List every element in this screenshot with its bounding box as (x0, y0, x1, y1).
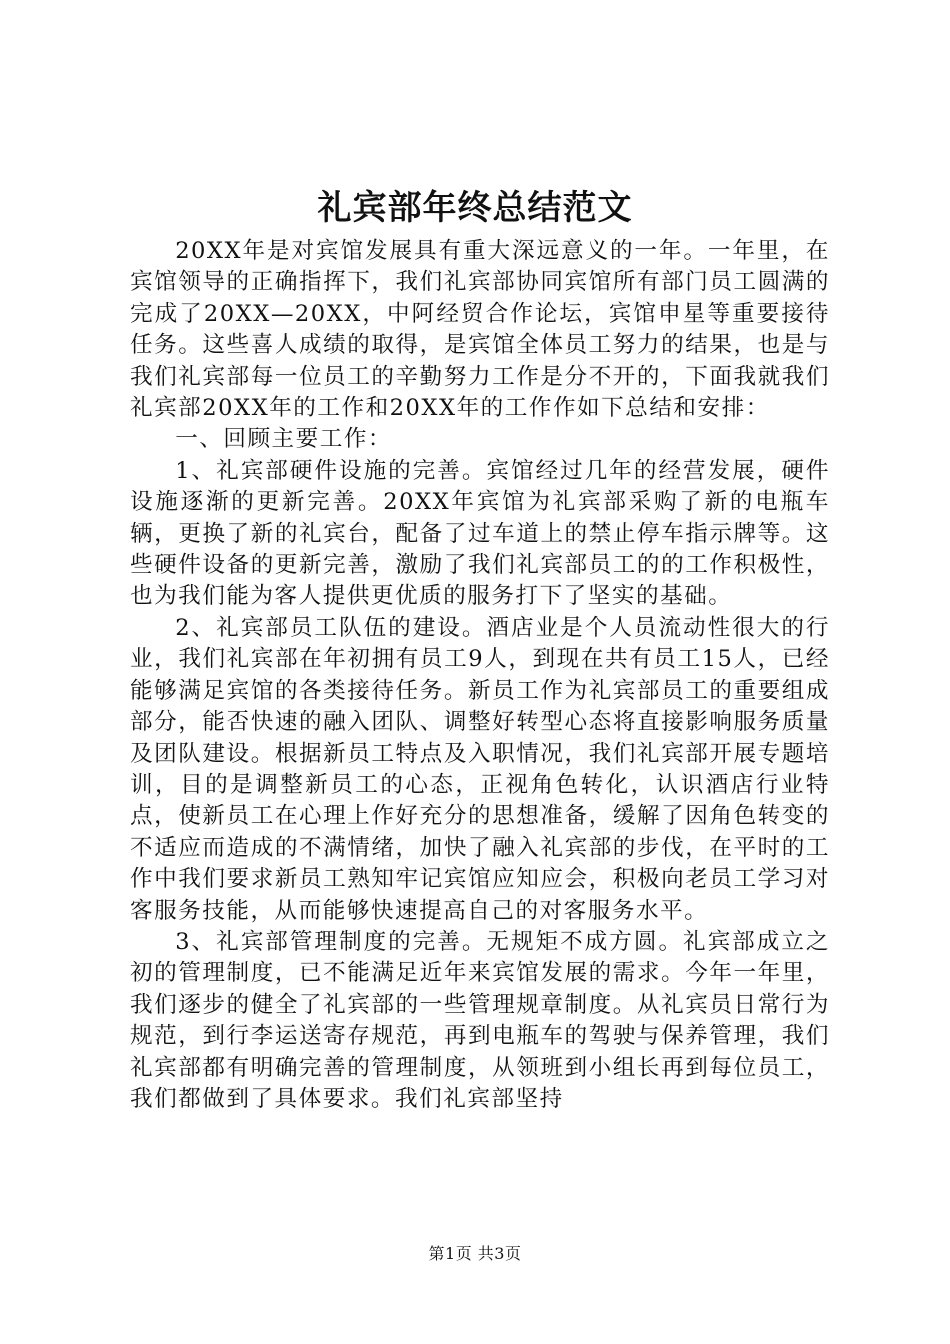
document-body (130, 236, 830, 1115)
paragraph-intro: 20XX年是对宾馆发展具有重大深远意义的一年。一年里，在宾馆领导的正确指挥下，我们礼宾部协同宾馆所有部门员工圆满的完成了20XX—20XX，中阿经贸合作论坛，宾馆申星等重要接待任务。这些喜人成绩的取得，是宾馆全体员工努力的结果，也是与我们礼宾部每一位员工的辛勤努力工作是分不开的，下面我就我们礼宾部20XX年的工作和20XX年的工作作如下总结和安排： (130, 238, 830, 422)
paragraph-hardware: 1、礼宾部硬件设施的完善。宾馆经过几年的经营发展，硬件设施逐渐的更新完善。20XX年宾馆为礼宾部采购了新的电瓶车辆，更换了新的礼宾台，配备了过车道上的禁止停车指示牌等。这些硬件设备的更新完善，激励了我们礼宾部员工的的工作积极性，也为我们能为客人提供更优质的服务打下了坚实的基础。 (130, 457, 830, 610)
page-number-footer: 第1页 共3页 (428, 1244, 522, 1263)
document-title: 礼宾部年终总结范文 (317, 188, 633, 228)
paragraph-staff: 2、礼宾部员工队伍的建设。酒店业是个人员流动性很大的行业，我们礼宾部在年初拥有员工9人，到现在共有员工15人，已经能够满足宾馆的各类接待任务。新员工作为礼宾部员工的重要组成部分，能否快速的融入团队、调整好转型心态将直接影响服务质量及团队建设。根据新员工特点及入职情况，我们礼宾部开展专题培训，目的是调整新员工的心态，正视角色转化，认识酒店行业特点，使新员工在心理上作好充分的思想准备，缓解了因角色转变的不适应而造成的不满情绪，加快了融入礼宾部的步伐，在平时的工作中我们要求新员工熟知牢记宾馆应知应会，积极向老员工学习对客服务技能，从而能够快速提高自己的对客服务水平。 (130, 614, 830, 924)
paragraph-management: 3、礼宾部管理制度的完善。无规矩不成方圆。礼宾部成立之初的管理制度，已不能满足近年来宾馆发展的需求。今年一年里，我们逐步的健全了礼宾部的一些管理规章制度。从礼宾员日常行为规范，到行李运送寄存规范，再到电瓶车的驾驶与保养管理，我们礼宾部都有明确完善的管理制度，从领班到小组长再到每位员工，我们都做到了具体要求。我们礼宾部坚持 (130, 928, 830, 1112)
section-heading: 一、回顾主要工作： (175, 426, 393, 453)
